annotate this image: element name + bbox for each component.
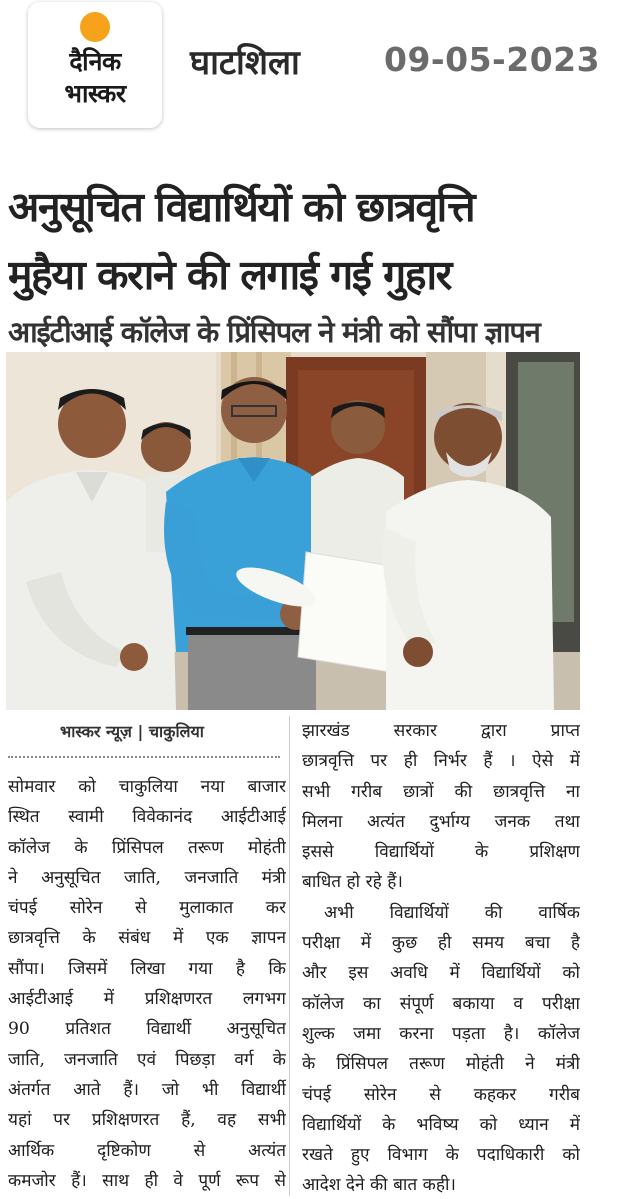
article-line: चंपई सोरेन से कहकर गरीब [302,1084,580,1105]
article-line: 90 प्रतिशत विद्यार्थी अनुसूचित [8,1019,286,1040]
news-photo [6,352,580,710]
edition-date: 09-05-2023 [384,40,601,79]
sun-icon [80,12,110,42]
headline-line2: मुहैया कराने की लगाई गई गुहार [8,251,451,299]
article-line: कॉलेज के प्रिंसिपल तरूण मोहंती [8,837,286,858]
article-line: रखते हुए विभाग के पदाधिकारी को [302,1145,580,1166]
article-line: के प्रिंसिपल तरूण मोहंती ने मंत्री [302,1054,580,1075]
byline: भास्कर न्यूज़ | चाकुलिया [60,722,204,741]
article-line: विद्यार्थियों के भविष्य को ध्यान में [302,1114,580,1135]
article-column-right [302,716,580,1199]
logo-text-line1: दैनिक [69,47,121,76]
article-line: झारखंड सरकार द्वारा प्राप्त [302,721,580,741]
article-line: कॉलेज का संपूर्ण बकाया व परीक्षा [302,993,580,1014]
article-line: इससे विद्यार्थियों के प्रशिक्षण [302,842,580,863]
article-line: छात्रवृत्ति पर ही निर्भर हैं । ऐसे में [302,751,580,772]
logo-text-line2: भास्कर [64,79,126,108]
byline-rule [8,756,280,758]
article-line: सौंपा। जिसमें लिखा गया है कि [8,958,286,979]
article-line: यहां पर प्रशिक्षणरत हैं, वह सभी [8,1110,286,1131]
article-line: चंपई सोरेन से मुलाकात कर [8,898,286,919]
article-line: छात्रवृत्ति के संबंध में एक ज्ञापन [8,928,286,949]
dainik-bhaskar-logo [28,2,162,128]
article-line: आदेश देने की बात कही। [302,1175,456,1196]
article-line: आर्थिक दृष्टिकोण से अत्यंत [8,1140,286,1161]
photo-illustration [6,352,580,710]
article-line: बाधित हो रहे हैं। [302,872,403,893]
article-line: और इस अवधि में विद्यार्थियों को [302,963,580,984]
column-divider [289,716,290,1196]
subheadline: आईटीआई कॉलेज के प्रिंसिपल ने मंत्री को सौंपा ज्ञापन [8,315,540,349]
article-line: आईटीआई में प्रशिक्षणरत लगभग [8,989,286,1010]
article-column-left [8,772,286,1196]
article-line: स्थित स्वामी विवेकानंद आईटीआई [8,807,286,828]
article-line: परीक्षा में कुछ ही समय बचा है [302,933,580,954]
article-line: अभी विद्यार्थियों की वार्षिक [324,902,580,923]
headline-line1: अनुसूचित विद्यार्थियों को छात्रवृत्ति [8,183,475,231]
article-line: जाति, जनजाति एवं पिछड़ा वर्ग के [8,1049,286,1070]
article-line: कमजोर हैं। साथ ही वे पूर्ण रूप से [8,1170,286,1191]
article-line: सोमवार को चाकुलिया नया बाजार [8,777,286,797]
article-line: ने अनुसूचित जाति, जनजाति मंत्री [8,867,286,888]
article-line: शुल्क जमा करना पड़ता है। कॉलेज [302,1023,580,1044]
article-line: सभी गरीब छात्रों की छात्रवृत्ति ना [302,781,580,802]
edition-city: घाटशिला [190,43,300,83]
article-line: अंतर्गत आते हैं। जो भी विद्यार्थी [8,1079,286,1100]
article-line: मिलना अत्यंत दुर्भाग्य जनक तथा [302,811,580,832]
